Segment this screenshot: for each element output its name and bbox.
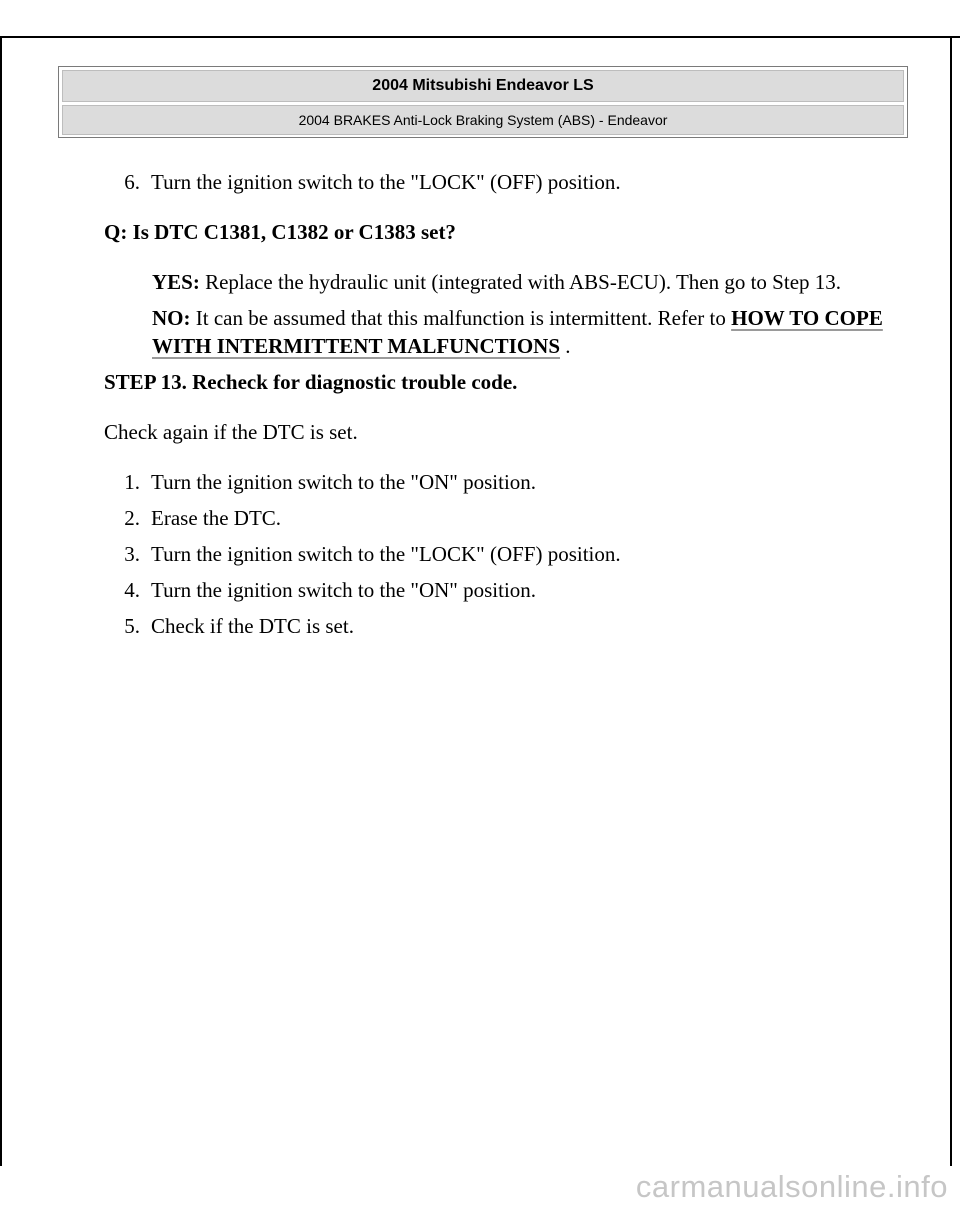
step-13-list <box>104 468 904 640</box>
step-text: Turn the ignition switch to the "LOCK" (OFF) position. <box>151 542 621 566</box>
step-number: 1. <box>124 470 140 494</box>
no-text: It can be assumed that this malfunction is intermittent. Refer to <box>195 306 726 330</box>
document-body <box>104 168 904 640</box>
page-frame-top <box>0 36 960 38</box>
step-text: Turn the ignition switch to the "ON" position. <box>151 470 537 494</box>
yes-label: YES: <box>152 270 200 294</box>
step-number: 4. <box>124 578 140 602</box>
yes-answer <box>104 268 904 296</box>
page-frame-right <box>950 36 952 1166</box>
step-text: Check if the DTC is set. <box>151 614 354 638</box>
no-tail: . <box>565 334 571 358</box>
step-text: Erase the DTC. <box>151 506 282 530</box>
watermark: carmanualsonline.info <box>635 1169 948 1204</box>
intermittent-malfunctions-link[interactable]: HOW TO COPE WITH INTERMITTENT MALFUNCTIONS <box>152 306 883 358</box>
no-label: NO: <box>152 306 191 330</box>
question-heading: Q: Is DTC C1381, C1382 or C1383 set? <box>104 220 456 244</box>
page-frame-left <box>0 36 2 1166</box>
step-number: 6. <box>124 170 140 194</box>
step-number: 5. <box>124 614 140 638</box>
step-13-heading: STEP 13. Recheck for diagnostic trouble code. <box>104 370 518 394</box>
step-number: 3. <box>124 542 140 566</box>
yes-text: Replace the hydraulic unit (integrated with ABS-ECU). Then go to Step 13. <box>205 270 842 294</box>
step-13-intro: Check again if the DTC is set. <box>104 420 358 444</box>
document-header <box>58 66 908 138</box>
step-list-item <box>104 576 904 604</box>
footer-bar <box>0 1166 960 1205</box>
document-title: 2004 Mitsubishi Endeavor LS <box>62 70 904 102</box>
step-text: Turn the ignition switch to the "LOCK" (OFF) position. <box>151 170 621 194</box>
step-list-item <box>104 468 904 496</box>
step-list-item <box>104 540 904 568</box>
step-6-item <box>104 168 904 196</box>
document-subtitle: 2004 BRAKES Anti-Lock Braking System (ABS) - Endeavor <box>62 105 904 135</box>
step-text: Turn the ignition switch to the "ON" position. <box>151 578 537 602</box>
step-list-item <box>104 504 904 532</box>
step-number: 2. <box>124 506 140 530</box>
no-answer <box>104 304 904 360</box>
step-list-item <box>104 612 904 640</box>
